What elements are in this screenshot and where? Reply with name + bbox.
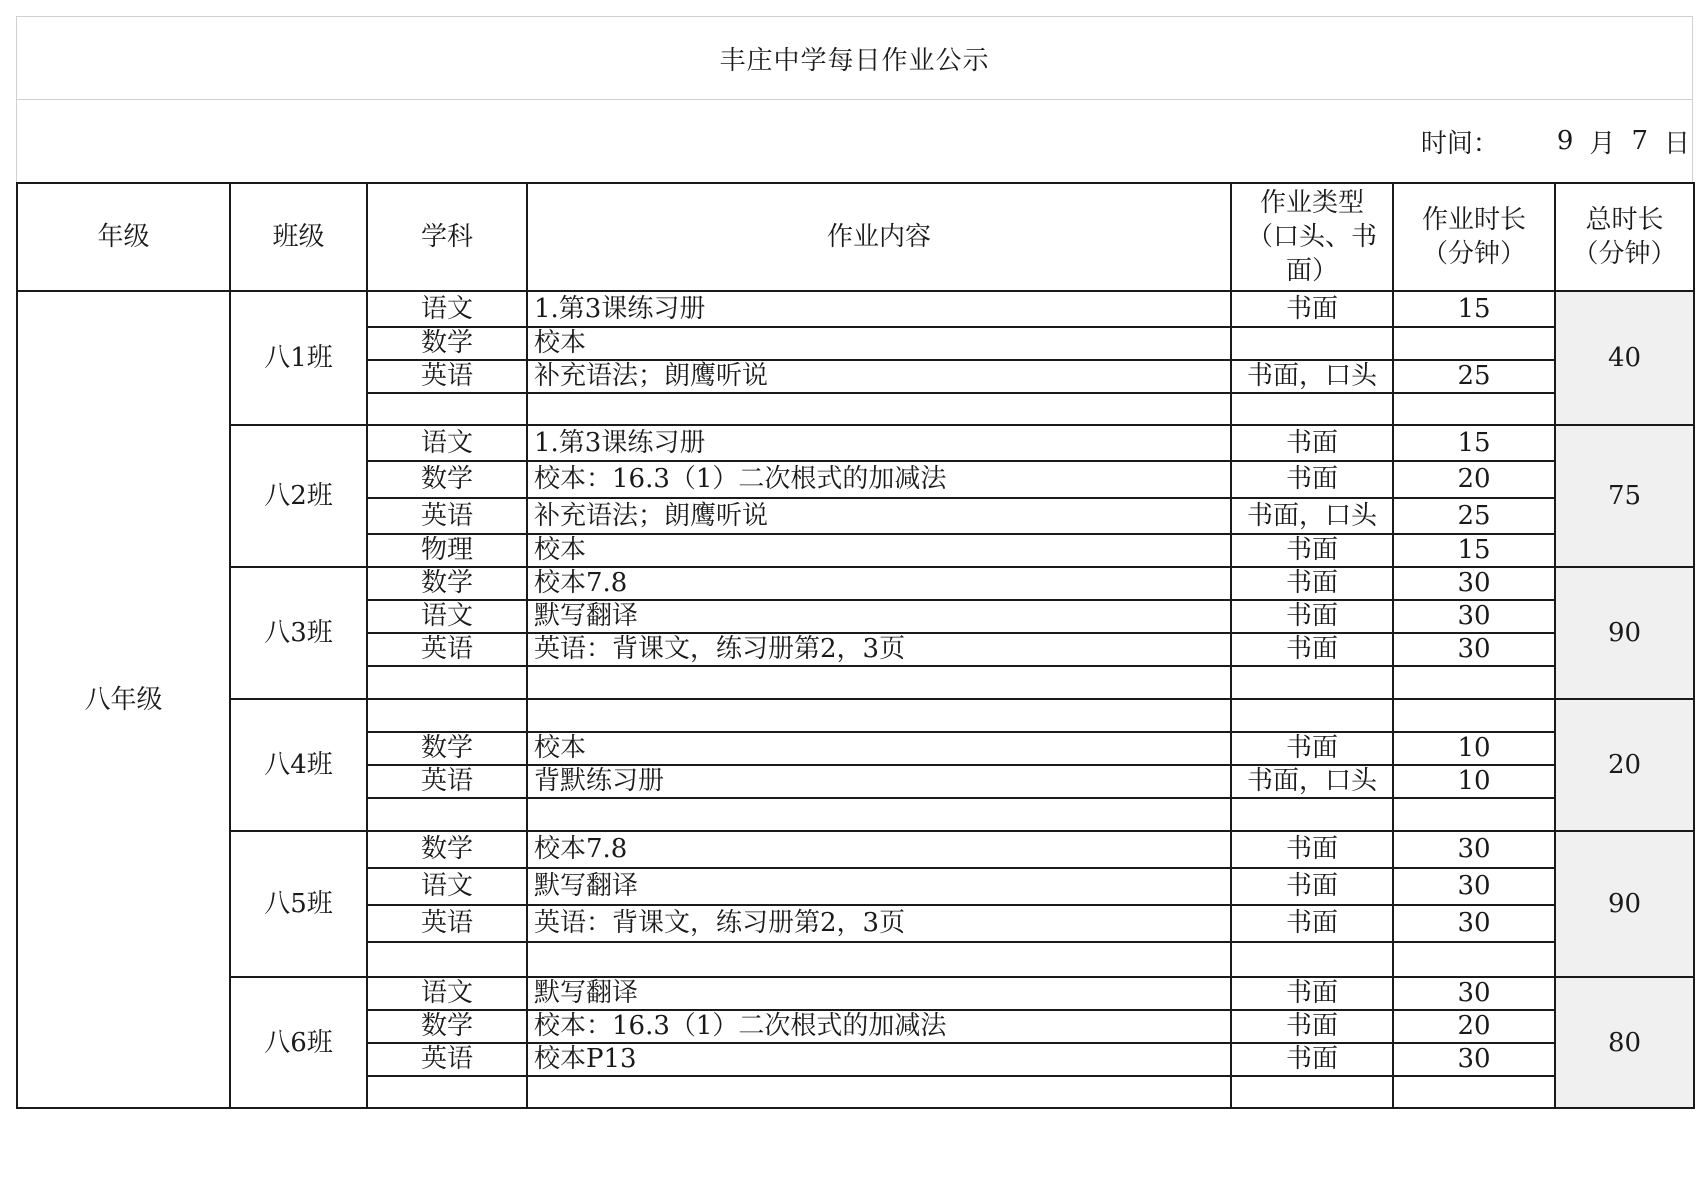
subject-cell: 英语 [367, 1043, 527, 1076]
type-cell: 书面 [1231, 567, 1393, 600]
date-day: 7 [1631, 126, 1648, 156]
minutes-cell [1393, 798, 1555, 831]
subject-cell: 数学 [367, 567, 527, 600]
content-cell [527, 1076, 1231, 1108]
type-cell: 书面 [1231, 831, 1393, 868]
content-cell: 默写翻译 [527, 600, 1231, 633]
content-cell: 校本P13 [527, 1043, 1231, 1076]
subject-cell: 数学 [367, 732, 527, 765]
subject-cell: 英语 [367, 905, 527, 942]
type-cell: 书面 [1231, 425, 1393, 461]
content-cell: 校本 [527, 732, 1231, 765]
type-cell [1231, 942, 1393, 977]
type-cell [1231, 1076, 1393, 1108]
class-cell: 八1班 [230, 291, 367, 425]
total-cell: 40 [1555, 291, 1694, 425]
minutes-cell: 15 [1393, 291, 1555, 327]
content-cell: 默写翻译 [527, 868, 1231, 905]
subject-cell: 语文 [367, 868, 527, 905]
subject-cell: 数学 [367, 327, 527, 360]
total-cell: 90 [1555, 831, 1694, 977]
table-row [17, 425, 1694, 461]
minutes-cell: 30 [1393, 1043, 1555, 1076]
minutes-cell: 20 [1393, 1010, 1555, 1043]
minutes-cell [1393, 666, 1555, 699]
table-row [17, 567, 1694, 600]
type-cell: 书面 [1231, 291, 1393, 327]
minutes-cell: 25 [1393, 360, 1555, 393]
table-row [17, 831, 1694, 868]
subject-cell: 英语 [367, 765, 527, 798]
content-cell: 背默练习册 [527, 765, 1231, 798]
type-cell [1231, 699, 1393, 732]
content-cell: 英语：背课文，练习册第2，3页 [527, 633, 1231, 666]
minutes-cell: 30 [1393, 977, 1555, 1010]
table-row [17, 977, 1694, 1010]
subject-cell: 语文 [367, 600, 527, 633]
content-cell: 英语：背课文，练习册第2，3页 [527, 905, 1231, 942]
type-cell: 书面 [1231, 1043, 1393, 1076]
minutes-cell [1393, 393, 1555, 425]
class-cell: 八6班 [230, 977, 367, 1108]
content-cell: 校本7.8 [527, 831, 1231, 868]
content-cell: 校本 [527, 534, 1231, 567]
table-row [17, 699, 1694, 732]
date-month: 9 [1556, 126, 1574, 156]
table-body [17, 291, 1694, 1108]
minutes-cell: 30 [1393, 868, 1555, 905]
subject-cell [367, 666, 527, 699]
type-cell [1231, 327, 1393, 360]
subject-cell: 物理 [367, 534, 527, 567]
subject-cell: 英语 [367, 498, 527, 534]
subject-cell: 语文 [367, 291, 527, 327]
content-cell [527, 798, 1231, 831]
type-cell: 书面 [1231, 732, 1393, 765]
date-line [16, 100, 1693, 182]
content-cell: 校本7.8 [527, 567, 1231, 600]
header-content: 作业内容 [527, 183, 1231, 291]
class-cell: 八3班 [230, 567, 367, 699]
minutes-cell: 20 [1393, 461, 1555, 498]
content-cell [527, 666, 1231, 699]
table-row [17, 291, 1694, 327]
content-cell [527, 393, 1231, 425]
subject-cell: 英语 [367, 360, 527, 393]
homework-table [16, 182, 1695, 1109]
minutes-cell: 10 [1393, 732, 1555, 765]
minutes-cell [1393, 942, 1555, 977]
minutes-cell: 25 [1393, 498, 1555, 534]
content-cell: 补充语法；朗鹰听说 [527, 498, 1231, 534]
type-cell: 书面 [1231, 1010, 1393, 1043]
minutes-cell: 30 [1393, 831, 1555, 868]
date-day-unit: 日 [1663, 128, 1690, 159]
total-cell: 75 [1555, 425, 1694, 567]
total-cell: 90 [1555, 567, 1694, 699]
minutes-cell: 15 [1393, 425, 1555, 461]
subject-cell [367, 1076, 527, 1108]
type-cell: 书面 [1231, 461, 1393, 498]
type-cell [1231, 798, 1393, 831]
minutes-cell: 30 [1393, 905, 1555, 942]
type-cell: 书面，口头 [1231, 360, 1393, 393]
total-cell: 80 [1555, 977, 1694, 1108]
type-cell: 书面 [1231, 868, 1393, 905]
header-total: 总时长（分钟） [1555, 183, 1694, 291]
class-cell: 八2班 [230, 425, 367, 567]
subject-cell: 数学 [367, 1010, 527, 1043]
subject-cell [367, 699, 527, 732]
type-cell: 书面，口头 [1231, 498, 1393, 534]
homework-sheet [16, 16, 1693, 1109]
type-cell: 书面 [1231, 977, 1393, 1010]
date-label: 时间： [1420, 128, 1499, 159]
header-subject: 学科 [367, 183, 527, 291]
date-month-unit: 月 [1589, 128, 1616, 159]
subject-cell [367, 942, 527, 977]
subject-cell: 数学 [367, 461, 527, 498]
content-cell: 补充语法；朗鹰听说 [527, 360, 1231, 393]
content-cell: 1.第3课练习册 [527, 425, 1231, 461]
header-minutes: 作业时长（分钟） [1393, 183, 1555, 291]
subject-cell [367, 393, 527, 425]
class-cell: 八5班 [230, 831, 367, 977]
type-cell [1231, 393, 1393, 425]
content-cell: 校本 [527, 327, 1231, 360]
class-cell: 八4班 [230, 699, 367, 831]
minutes-cell: 30 [1393, 633, 1555, 666]
header-grade: 年级 [17, 183, 230, 291]
title-text: 丰庄中学每日作业公示 [719, 45, 990, 76]
minutes-cell: 15 [1393, 534, 1555, 567]
type-cell: 书面 [1231, 905, 1393, 942]
content-cell: 校本：16.3（1）二次根式的加减法 [527, 1010, 1231, 1043]
header-type: 作业类型（口头、书面） [1231, 183, 1393, 291]
subject-cell: 语文 [367, 425, 527, 461]
grade-cell: 八年级 [17, 291, 230, 1108]
header-row [17, 183, 1694, 291]
minutes-cell: 30 [1393, 567, 1555, 600]
sheet-title [16, 16, 1693, 100]
minutes-cell [1393, 327, 1555, 360]
content-cell: 校本：16.3（1）二次根式的加减法 [527, 461, 1231, 498]
type-cell [1231, 666, 1393, 699]
content-cell: 1.第3课练习册 [527, 291, 1231, 327]
subject-cell: 英语 [367, 633, 527, 666]
total-cell: 20 [1555, 699, 1694, 831]
minutes-cell [1393, 1076, 1555, 1108]
content-cell [527, 942, 1231, 977]
type-cell: 书面，口头 [1231, 765, 1393, 798]
content-cell: 默写翻译 [527, 977, 1231, 1010]
minutes-cell: 30 [1393, 600, 1555, 633]
type-cell: 书面 [1231, 534, 1393, 567]
type-cell: 书面 [1231, 600, 1393, 633]
subject-cell: 数学 [367, 831, 527, 868]
subject-cell [367, 798, 527, 831]
content-cell [527, 699, 1231, 732]
minutes-cell: 10 [1393, 765, 1555, 798]
subject-cell: 语文 [367, 977, 527, 1010]
minutes-cell [1393, 699, 1555, 732]
type-cell: 书面 [1231, 633, 1393, 666]
header-class: 班级 [230, 183, 367, 291]
